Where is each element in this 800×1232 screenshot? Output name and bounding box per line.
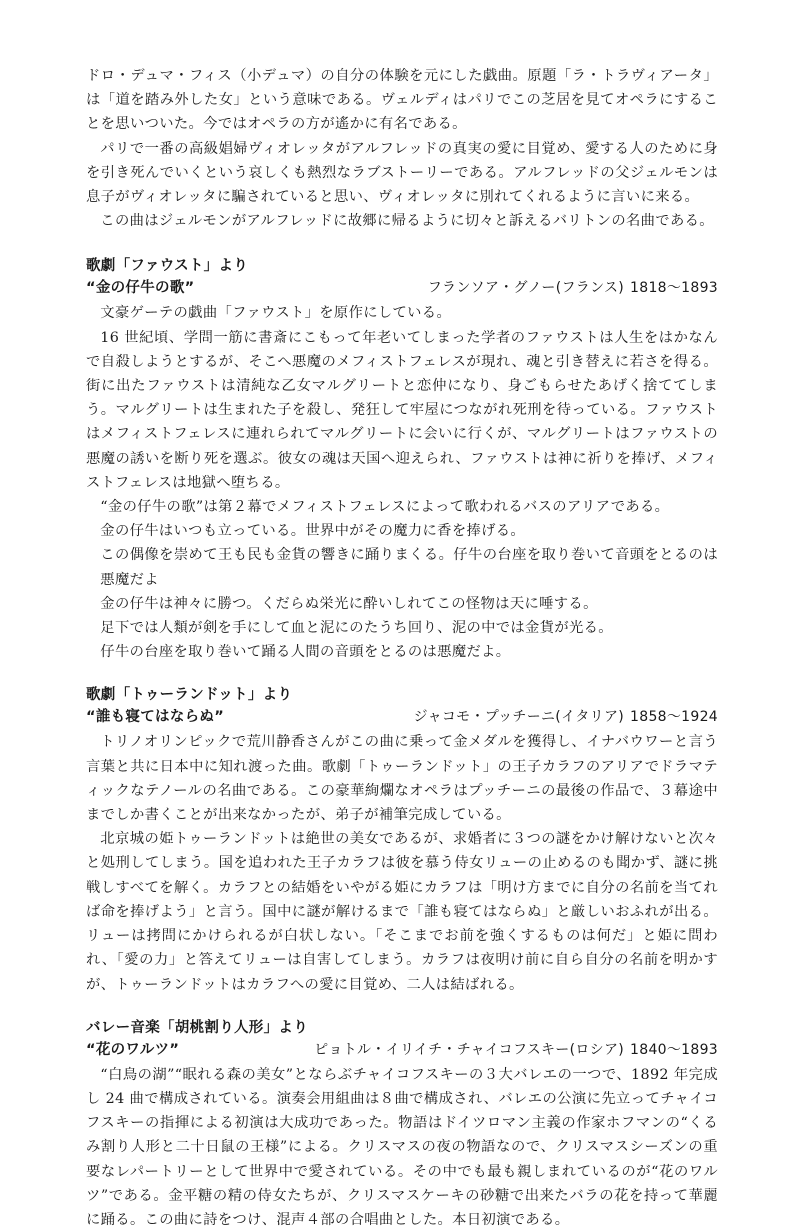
intro-paragraph: ドロ・デュマ・フィス（小デュマ）の自分の体験を元にした戯曲。原題「ラ・トラヴィアータ」は「道を踏み外した女」という意味である。ヴェルディはパリでこの芝居を見てオペラにすることを思いついた。今ではオペラの方が遙かに有名である。 [86,68,718,133]
composer-name: フランソア・グノー(フランス) [427,280,625,297]
intro-paragraph: この曲はジェルモンがアルフレッドに故郷に帰るように切々と訴えるバリトンの名曲である。 [100,213,714,230]
body-paragraph: トリノオリンピックで荒川静香さんがこの曲に乗って金メダルを獲得し、イナバウワーと言う言葉と共に日本中に知れ渡った曲。歌劇「トゥーランドット」の王子カラフのアリアでドラマティックなテノールの名曲である。この豪華絢爛なオペラはプッチーニの最後の作品で、３幕途中までしか書くことが出来なかったが、弟子が補筆完成している。 [86,734,718,824]
composer [428,277,718,299]
body-paragraph: 16 世紀頃、学問一筋に書斎にこもって年老いてしまった学者のファウストは人生をはかなんで自殺しようとするが、そこへ悪魔のメフィストフェレスが現れ、魂と引き替えに若さを得る。街に出たファウストは清純な乙女マルグリートと恋仲になり、身ごもらせたあげく捨ててしまう。マルグリートは生まれた子を殺し、発狂して牢屋につながれ死刑を待っている。ファウストはメフィストフェレスに連れられてマルグリートに会いに行くが、マルグリートはファウストの悪魔の誘いを断り死を選ぶ。彼女の魂は天国へ迎えられ、ファウストは神に祈りを捧げ、メフィストフェレスは地獄へ堕ちる。 [86,329,718,491]
section-turandot [86,684,718,996]
composer [414,706,718,728]
lyric-line: 金の仔牛は神々に勝つ。くだらぬ栄光に酔いしれてこの怪物は天に唾する。 [100,595,598,612]
body-paragraph: 文豪ゲーテの戯曲「ファウスト」を原作にしている。 [100,305,452,322]
composer-years: 1858〜1924 [630,709,718,726]
song-title: “金の仔牛の歌” [86,280,195,297]
title-row [86,706,718,728]
lyric-line: 仔牛の台座を取り巻いて踊る人間の音頭をとるのは悪魔だよ。 [100,644,511,661]
body-paragraph: 北京城の姫トゥーランドットは絶世の美女であるが、求婚者に３つの謎をかけ解けないと次々と処刑してしまう。国を追われた王子カラフは彼を慕う侍女リューの止めるのも聞かず、謎に挑戦しすべてを解く。カラフとの結婚をいやがる姫にカラフは「明け方までに自分の名前を当てれば命を捧げよう」と言う。国中に謎が解けるまで「誰も寝てはならぬ」と厳しいおふれが出る。リューは拷問にかけられるが白状しない。「そこまでお前を強くするものは何だ」と姫に問われ、「愛の力」と答えてリューは自害してしまう。カラフは夜明け前に自ら自分の名前を明かすが、トゥーランドットはカラフへの愛に目覚め、二人は結ばれる。 [86,831,718,993]
work-title: 歌劇「ファウスト」より [86,258,249,275]
lyric-line: この偶像を崇めて王も民も金貨の響きに踊りまくる。仔牛の台座を取り巻いて音頭をとるのは悪魔だよ [100,547,718,588]
composer [314,1039,718,1061]
composer-name: ピョトル・イリイチ・チャイコフスキー(ロシア) [314,1041,625,1058]
composer-years: 1818〜1893 [630,280,718,297]
song-title: “誰も寝てはならぬ” [86,709,225,726]
lyric-line: 足下では人類が剣を手にして血と泥にのたうち回り、泥の中では金貨が光る。 [100,620,613,637]
song-title: “花のワルツ” [86,1041,180,1058]
intro-paragraph: パリで一番の高級娼婦ヴィオレッタがアルフレッドの真実の愛に目覚め、愛する人のために身を引き死んでいくという哀しくも熱烈なラブストーリーである。アルフレッドの父ジェルモンは息子がヴィオレッタに騙されていると思い、ヴィオレッタに別れてくれるように言いに来る。 [86,140,718,206]
work-title: 歌劇「トゥーランドット」より [86,687,293,704]
composer-years: 1840〜1893 [630,1041,718,1058]
body-paragraph: “金の仔牛の歌”は第２幕でメフィストフェレスによって歌われるバスのアリアである。 [100,499,670,516]
section-nutcracker [86,1017,718,1232]
section-faust [86,255,718,664]
lyric-line: 金の仔牛はいつも立っている。世界中がその魔力に香を捧げる。 [100,523,526,540]
composer-name: ジャコモ・プッチーニ(イタリア) [413,709,625,726]
title-row [86,277,718,299]
work-title: バレー音楽「胡桃割り人形」より [86,1019,308,1036]
title-row [86,1039,718,1061]
intro-section [86,64,718,233]
body-paragraph: “白鳥の湖”“眠れる森の美女”とならぶチャイコフスキーの３大バレエの一つで、1892 年完成し 24 曲で構成されている。演奏会用組曲は８曲で構成され、バレエの公演に先立ってチャイコフスキーの指揮による初演は大成功であった。物語はドイツロマン主義の作家ホフマンの“くるみ割り人形と二十日鼠の王様”による。クリスマスの夜の物語なので、クリスマスシーズンの重要なレパートリーとして世界中で愛されている。その中でも最も親しまれているのが“花のワルツ”である。金平糖の精の侍女たちが、クリスマスケーキの砂糖で出来たバラの花を持って華麗に踊る。この曲に詩をつけ、混声４部の合唱曲とした。本日初演である。 [86,1066,718,1228]
